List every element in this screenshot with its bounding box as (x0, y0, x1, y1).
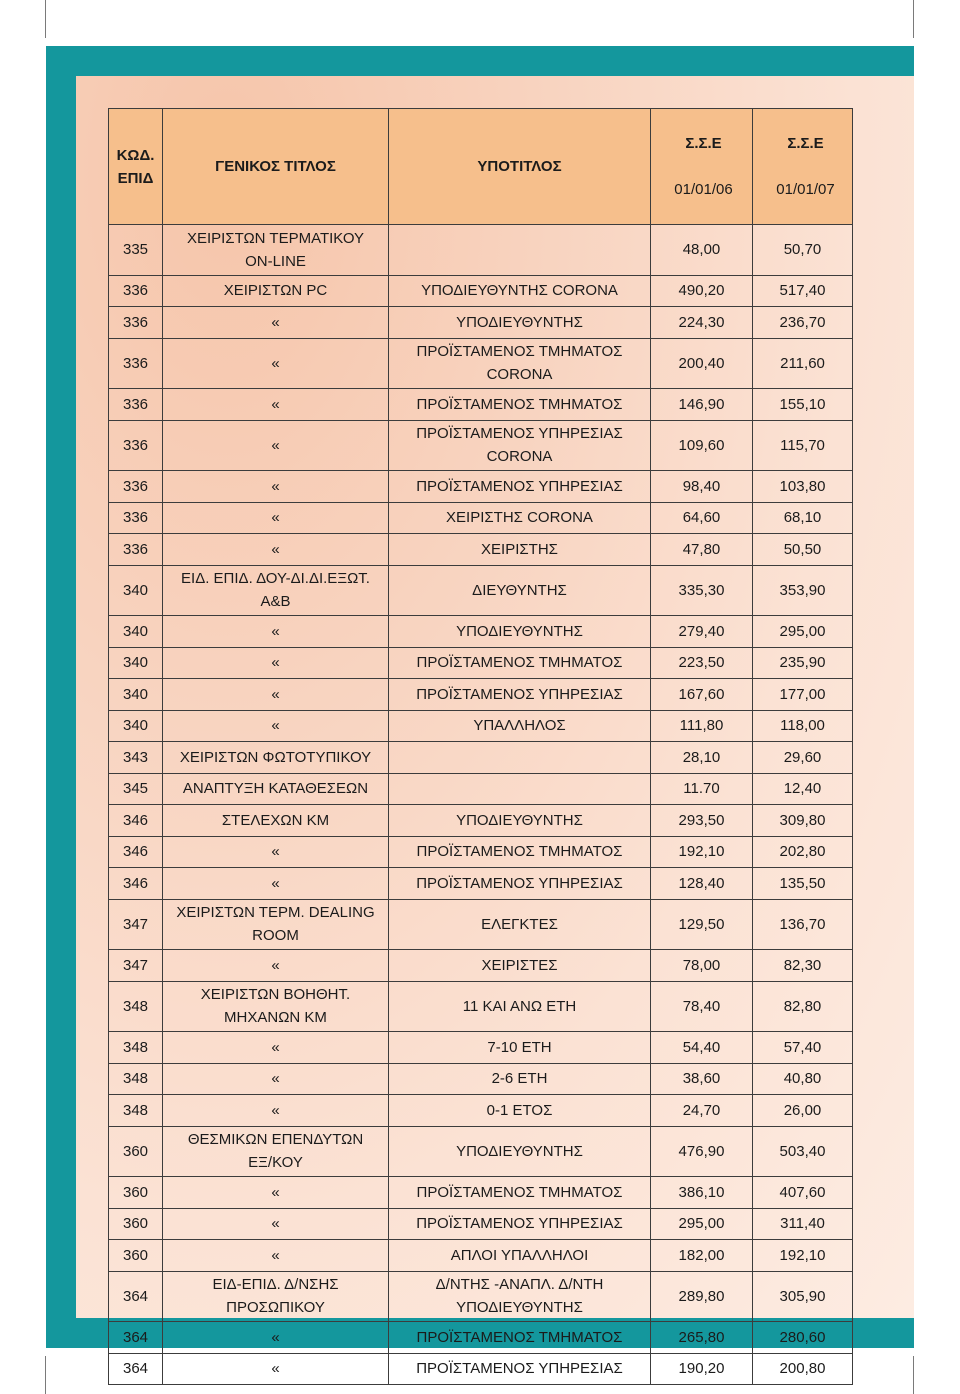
rate-2007-cell: 503,40 (753, 1126, 853, 1177)
code-cell: 346 (109, 836, 163, 868)
code-cell: 343 (109, 742, 163, 774)
code-cell: 336 (109, 307, 163, 339)
rate-2007-cell: 311,40 (753, 1208, 853, 1240)
rate-2006-cell: 48,00 (651, 225, 753, 276)
table-row (109, 1177, 853, 1209)
header-rate-2006 (651, 109, 753, 225)
subtitle-cell: ΠΡΟΪΣΤΑΜΕΝΟΣ ΤΜΗΜΑΤΟΣ (389, 1322, 651, 1354)
subtitle-cell: ΠΡΟΪΣΤΑΜΕΝΟΣ ΥΠΗΡΕΣΙΑΣ (389, 868, 651, 900)
general-title-cell: « (163, 1208, 389, 1240)
rate-2006-cell: 64,60 (651, 502, 753, 534)
code-cell: 364 (109, 1322, 163, 1354)
code-cell: 336 (109, 502, 163, 534)
code-cell: 335 (109, 225, 163, 276)
subtitle-cell: ΠΡΟΪΣΤΑΜΕΝΟΣ ΥΠΗΡΕΣΙΑΣ (389, 1353, 651, 1385)
subtitle-cell: 2-6 ΕΤΗ (389, 1063, 651, 1095)
subtitle-cell: ΧΕΙΡΙΣΤΕΣ (389, 950, 651, 982)
rate-2007-cell: 82,30 (753, 950, 853, 982)
rate-2007-cell: 135,50 (753, 868, 853, 900)
rate-2006-cell: 386,10 (651, 1177, 753, 1209)
table-row (109, 338, 853, 389)
table-row (109, 1095, 853, 1127)
table-row (109, 805, 853, 837)
subtitle-cell: ΥΠΑΛΛΗΛΟΣ (389, 710, 651, 742)
rate-2006-cell: 78,40 (651, 981, 753, 1032)
table-row (109, 616, 853, 648)
rate-2006-cell: 167,60 (651, 679, 753, 711)
rate-2007-cell: 280,60 (753, 1322, 853, 1354)
subtitle-cell: ΑΠΛΟΙ ΥΠΑΛΛΗΛΟΙ (389, 1240, 651, 1272)
rate-2006-cell: 28,10 (651, 742, 753, 774)
general-title-cell: « (163, 1032, 389, 1064)
code-cell: 345 (109, 773, 163, 805)
rate-2007-cell: 155,10 (753, 389, 853, 421)
rate-2006-cell: 129,50 (651, 899, 753, 950)
general-title-cell: « (163, 950, 389, 982)
general-title-cell: ΣΤΕΛΕΧΩΝ ΚΜ (163, 805, 389, 837)
general-title-cell: « (163, 616, 389, 648)
general-title-cell: ΧΕΙΡΙΣΤΩΝ ΤΕΡΜ. DEALING ROOM (163, 899, 389, 950)
subtitle-cell: ΠΡΟΪΣΤΑΜΕΝΟΣ ΥΠΗΡΕΣΙΑΣ CORONA (389, 420, 651, 471)
general-title-cell: ΧΕΙΡΙΣΤΩΝ ΒΟΗΘΗΤ. ΜΗΧΑΝΩΝ ΚΜ (163, 981, 389, 1032)
code-cell: 340 (109, 616, 163, 648)
rate-2006-cell: 128,40 (651, 868, 753, 900)
general-title-cell: ΕΙΔ. ΕΠΙΔ. ΔΟΥ-ΔΙ.ΔΙ.ΕΞΩΤ. Α&Β (163, 565, 389, 616)
rate-2007-cell: 517,40 (753, 275, 853, 307)
code-cell: 340 (109, 565, 163, 616)
rate-2006-cell: 335,30 (651, 565, 753, 616)
general-title-cell: ΧΕΙΡΙΣΤΩΝ ΦΩΤΟΤΥΠΙΚΟΥ (163, 742, 389, 774)
code-cell: 340 (109, 710, 163, 742)
crop-mark (913, 1356, 914, 1394)
table-row (109, 1126, 853, 1177)
header-code: ΚΩΔ. ΕΠΙΔ (109, 109, 163, 225)
table-row (109, 307, 853, 339)
rate-2006-cell: 190,20 (651, 1353, 753, 1385)
rate-2006-cell: 200,40 (651, 338, 753, 389)
general-title-cell: « (163, 307, 389, 339)
table-row (109, 420, 853, 471)
header-rate-2006-date: 01/01/06 (674, 181, 733, 198)
general-title-cell: ΧΕΙΡΙΣΤΩΝ PC (163, 275, 389, 307)
rate-2006-cell: 98,40 (651, 471, 753, 503)
code-cell: 364 (109, 1353, 163, 1385)
subtitle-cell: ΠΡΟΪΣΤΑΜΕΝΟΣ ΤΜΗΜΑΤΟΣ CORONA (389, 338, 651, 389)
code-cell: 336 (109, 338, 163, 389)
rate-2006-cell: 111,80 (651, 710, 753, 742)
subtitle-cell: ΠΡΟΪΣΤΑΜΕΝΟΣ ΤΜΗΜΑΤΟΣ (389, 1177, 651, 1209)
code-cell: 347 (109, 950, 163, 982)
table-row (109, 565, 853, 616)
subtitle-cell: ΥΠΟΔΙΕΥΘΥΝΤΗΣ CORONA (389, 275, 651, 307)
crop-mark (913, 0, 914, 38)
rate-2006-cell: 146,90 (651, 389, 753, 421)
rate-2006-cell: 490,20 (651, 275, 753, 307)
crop-mark (45, 0, 46, 38)
table-header (109, 109, 853, 225)
rate-2006-cell: 223,50 (651, 647, 753, 679)
rate-2006-cell: 54,40 (651, 1032, 753, 1064)
general-title-cell: « (163, 679, 389, 711)
subtitle-cell: ΥΠΟΔΙΕΥΘΥΝΤΗΣ (389, 307, 651, 339)
subtitle-cell: ΠΡΟΪΣΤΑΜΕΝΟΣ ΤΜΗΜΑΤΟΣ (389, 836, 651, 868)
rate-2006-cell: 38,60 (651, 1063, 753, 1095)
table-row (109, 679, 853, 711)
general-title-cell: « (163, 420, 389, 471)
rate-2007-cell: 40,80 (753, 1063, 853, 1095)
table-row (109, 868, 853, 900)
table-row (109, 1240, 853, 1272)
code-cell: 348 (109, 1032, 163, 1064)
code-cell: 348 (109, 1095, 163, 1127)
rate-2007-cell: 295,00 (753, 616, 853, 648)
general-title-cell: « (163, 1177, 389, 1209)
table-row (109, 981, 853, 1032)
table-body (109, 225, 853, 1385)
rate-2006-cell: 109,60 (651, 420, 753, 471)
table-row (109, 1322, 853, 1354)
header-rate-2007 (753, 109, 853, 225)
rate-2006-cell: 279,40 (651, 616, 753, 648)
rate-2007-cell: 407,60 (753, 1177, 853, 1209)
rate-2007-cell: 200,80 (753, 1353, 853, 1385)
header-subtitle: ΥΠΟΤΙΤΛΟΣ (389, 109, 651, 225)
general-title-cell: ΕΙΔ-ΕΠΙΔ. Δ/ΝΣΗΣ ΠΡΟΣΩΠΙΚΟΥ (163, 1271, 389, 1322)
rate-2007-cell: 29,60 (753, 742, 853, 774)
general-title-cell: « (163, 338, 389, 389)
general-title-cell: « (163, 471, 389, 503)
table-row (109, 502, 853, 534)
rate-2007-cell: 50,50 (753, 534, 853, 566)
rate-2007-cell: 103,80 (753, 471, 853, 503)
table-row (109, 836, 853, 868)
table-row (109, 534, 853, 566)
code-cell: 360 (109, 1240, 163, 1272)
table-row (109, 275, 853, 307)
header-rate-2007-label: Σ.Σ.Ε (787, 135, 824, 152)
rate-2007-cell: 177,00 (753, 679, 853, 711)
code-cell: 336 (109, 389, 163, 421)
general-title-cell: « (163, 1322, 389, 1354)
code-cell: 347 (109, 899, 163, 950)
general-title-cell: « (163, 647, 389, 679)
table-row (109, 950, 853, 982)
table-row (109, 1032, 853, 1064)
rate-2006-cell: 47,80 (651, 534, 753, 566)
rate-2007-cell: 235,90 (753, 647, 853, 679)
general-title-cell: « (163, 1095, 389, 1127)
subtitle-cell: ΠΡΟΪΣΤΑΜΕΝΟΣ ΥΠΗΡΕΣΙΑΣ (389, 471, 651, 503)
rate-2007-cell: 118,00 (753, 710, 853, 742)
rate-2007-cell: 57,40 (753, 1032, 853, 1064)
rate-2006-cell: 289,80 (651, 1271, 753, 1322)
header-row (109, 109, 853, 225)
crop-mark (45, 1356, 46, 1394)
general-title-cell: « (163, 710, 389, 742)
rate-2007-cell: 12,40 (753, 773, 853, 805)
rate-2006-cell: 11.70 (651, 773, 753, 805)
rate-2006-cell: 295,00 (651, 1208, 753, 1240)
code-cell: 360 (109, 1126, 163, 1177)
table-row (109, 647, 853, 679)
code-cell: 348 (109, 981, 163, 1032)
rate-2006-cell: 265,80 (651, 1322, 753, 1354)
subtitle-cell: ΥΠΟΔΙΕΥΘΥΝΤΗΣ (389, 805, 651, 837)
rate-2006-cell: 224,30 (651, 307, 753, 339)
rate-2006-cell: 293,50 (651, 805, 753, 837)
general-title-cell: « (163, 1353, 389, 1385)
rate-2006-cell: 24,70 (651, 1095, 753, 1127)
general-title-cell: « (163, 868, 389, 900)
rate-2007-cell: 50,70 (753, 225, 853, 276)
table-row (109, 1063, 853, 1095)
table-row (109, 1271, 853, 1322)
code-cell: 348 (109, 1063, 163, 1095)
table-row (109, 899, 853, 950)
table-row (109, 710, 853, 742)
subtitle-cell: ΠΡΟΪΣΤΑΜΕΝΟΣ ΥΠΗΡΕΣΙΑΣ (389, 679, 651, 711)
rate-2007-cell: 136,70 (753, 899, 853, 950)
subtitle-cell: ΠΡΟΪΣΤΑΜΕΝΟΣ ΤΜΗΜΑΤΟΣ (389, 389, 651, 421)
general-title-cell: « (163, 534, 389, 566)
general-title-cell: ΘΕΣΜΙΚΩΝ ΕΠΕΝΔΥΤΩΝ ΕΞ/ΚΟΥ (163, 1126, 389, 1177)
subtitle-cell (389, 773, 651, 805)
general-title-cell: « (163, 389, 389, 421)
code-cell: 336 (109, 534, 163, 566)
subtitle-cell (389, 225, 651, 276)
code-cell: 336 (109, 420, 163, 471)
subtitle-cell: ΔΙΕΥΘΥΝΤΗΣ (389, 565, 651, 616)
rate-2006-cell: 78,00 (651, 950, 753, 982)
rate-table (108, 108, 853, 1385)
rate-2007-cell: 68,10 (753, 502, 853, 534)
code-cell: 336 (109, 471, 163, 503)
subtitle-cell: ΥΠΟΔΙΕΥΘΥΝΤΗΣ (389, 616, 651, 648)
subtitle-cell: ΠΡΟΪΣΤΑΜΕΝΟΣ ΤΜΗΜΑΤΟΣ (389, 647, 651, 679)
code-cell: 346 (109, 868, 163, 900)
header-rate-2006-label: Σ.Σ.Ε (685, 135, 722, 152)
rate-2007-cell: 202,80 (753, 836, 853, 868)
subtitle-cell: ΥΠΟΔΙΕΥΘΥΝΤΗΣ (389, 1126, 651, 1177)
table-row (109, 742, 853, 774)
header-general-title: ΓΕΝΙΚΟΣ ΤΙΤΛΟΣ (163, 109, 389, 225)
code-cell: 336 (109, 275, 163, 307)
rate-2006-cell: 192,10 (651, 836, 753, 868)
subtitle-cell: 0-1 ΕΤΟΣ (389, 1095, 651, 1127)
table-row (109, 773, 853, 805)
header-rate-2007-date: 01/01/07 (776, 181, 835, 198)
code-cell: 360 (109, 1208, 163, 1240)
code-cell: 346 (109, 805, 163, 837)
subtitle-cell: ΧΕΙΡΙΣΤΗΣ CORONA (389, 502, 651, 534)
code-cell: 360 (109, 1177, 163, 1209)
rate-2006-cell: 476,90 (651, 1126, 753, 1177)
rate-2007-cell: 115,70 (753, 420, 853, 471)
rate-2007-cell: 353,90 (753, 565, 853, 616)
general-title-cell: « (163, 1063, 389, 1095)
subtitle-cell: ΧΕΙΡΙΣΤΗΣ (389, 534, 651, 566)
rate-2007-cell: 305,90 (753, 1271, 853, 1322)
code-cell: 340 (109, 679, 163, 711)
general-title-cell: « (163, 836, 389, 868)
subtitle-cell: 7-10 ΕΤΗ (389, 1032, 651, 1064)
rate-2006-cell: 182,00 (651, 1240, 753, 1272)
code-cell: 340 (109, 647, 163, 679)
subtitle-cell: ΕΛΕΓΚΤΕΣ (389, 899, 651, 950)
general-title-cell: « (163, 1240, 389, 1272)
table-row (109, 225, 853, 276)
rate-2007-cell: 236,70 (753, 307, 853, 339)
subtitle-cell (389, 742, 651, 774)
general-title-cell: ΧΕΙΡΙΣΤΩΝ ΤΕΡΜΑΤΙΚΟΥ ON-LINE (163, 225, 389, 276)
rate-2007-cell: 309,80 (753, 805, 853, 837)
rate-2007-cell: 26,00 (753, 1095, 853, 1127)
rate-2007-cell: 82,80 (753, 981, 853, 1032)
subtitle-cell: 11 ΚΑΙ ΑΝΩ ΕΤΗ (389, 981, 651, 1032)
table-row (109, 471, 853, 503)
table-row (109, 1208, 853, 1240)
table-row (109, 1353, 853, 1385)
rate-2007-cell: 192,10 (753, 1240, 853, 1272)
general-title-cell: « (163, 502, 389, 534)
general-title-cell: ΑΝΑΠΤΥΞΗ ΚΑΤΑΘΕΣΕΩΝ (163, 773, 389, 805)
code-cell: 364 (109, 1271, 163, 1322)
subtitle-cell: Δ/ΝΤΗΣ -ΑΝΑΠΛ. Δ/ΝΤΗ ΥΠΟΔΙΕΥΘΥΝΤΗΣ (389, 1271, 651, 1322)
table-row (109, 389, 853, 421)
rate-2007-cell: 211,60 (753, 338, 853, 389)
subtitle-cell: ΠΡΟΪΣΤΑΜΕΝΟΣ ΥΠΗΡΕΣΙΑΣ (389, 1208, 651, 1240)
